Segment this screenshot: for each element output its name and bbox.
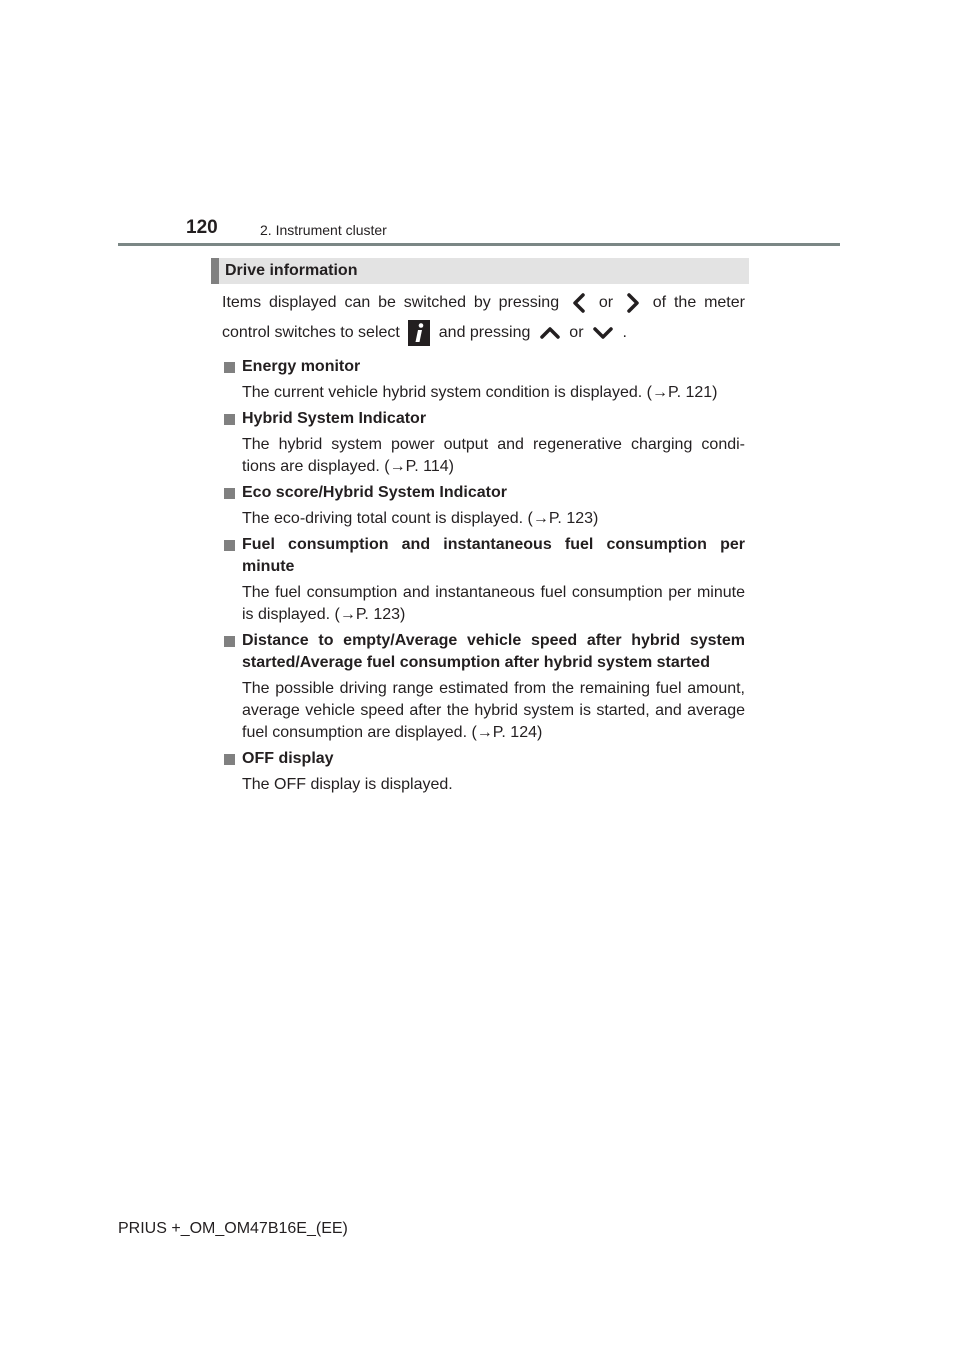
item-description: The possible driving range estimated from the remaining fuel amount, average vehicle speed after the hybrid system is started, and average fuel consumption are displayed. (→P. 124) [242,680,745,741]
document-footer: PRIUS +_OM_OM47B16E_(EE) [118,1220,348,1237]
list-item [222,748,745,796]
list-item [222,408,745,478]
intro-text: of the meter [652,294,745,312]
item-description: The hybrid system power output and regenerative charging condi- tions are displayed. (→P. 114) [242,436,745,475]
bullet-square-icon [224,362,235,373]
item-heading [222,408,745,430]
item-description: The fuel consumption and instantaneous fuel consumption per minute is displayed. (→P. 123) [242,584,745,623]
item-heading [222,630,745,674]
intro-or: or [598,294,614,312]
info-icon [408,320,430,346]
header-divider [118,243,840,246]
item-title: Fuel consumption and instantaneous fuel consumption per minute [242,536,745,575]
list-item [222,356,745,404]
intro-text: and pressing [438,324,531,342]
item-heading [222,482,745,504]
chevron-down-icon [592,325,614,341]
chevron-up-icon [539,325,561,341]
item-description: The eco-driving total count is displayed. (→P. 123) [242,510,599,527]
intro-text: Items displayed can be switched by pressing [222,294,560,312]
item-title: OFF display [242,750,334,767]
item-title: Distance to empty/Average vehicle speed after hybrid system started/Average fuel consumption after hybrid system started [242,632,745,671]
item-title: Energy monitor [242,358,361,375]
page-number: 120 [186,217,218,238]
chevron-right-icon [625,292,641,314]
item-description: The current vehicle hybrid system condition is displayed. (→P. 121) [242,384,718,401]
item-description: The OFF display is displayed. [242,776,453,793]
intro-line-1 [222,292,745,320]
item-heading [222,534,745,578]
intro-or: or [569,324,584,342]
section-heading [211,258,749,284]
list-item [222,630,745,744]
item-heading [222,748,745,770]
item-heading [222,356,745,378]
intro-period: . [622,324,627,342]
intro-line-2 [222,320,745,350]
bullet-square-icon [224,488,235,499]
content-body [222,292,745,796]
list-item [222,482,745,530]
bullet-square-icon [224,540,235,551]
chapter-title: 2. Instrument cluster [260,222,387,238]
section-title: Drive information [225,262,358,279]
bullet-square-icon [224,414,235,425]
item-title: Eco score/Hybrid System Indicator [242,484,507,501]
chevron-left-icon [571,292,587,314]
item-title: Hybrid System Indicator [242,410,427,427]
intro-text: control switches to select [222,324,400,342]
bullet-square-icon [224,754,235,765]
list-item [222,534,745,626]
bullet-square-icon [224,636,235,647]
